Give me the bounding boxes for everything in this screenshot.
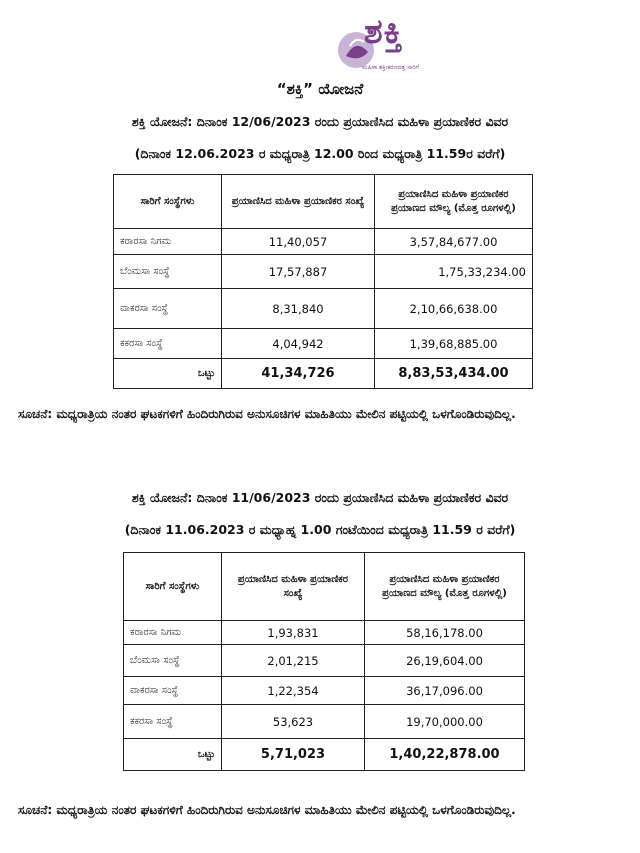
table-header-row (124, 553, 525, 621)
total-count: 5,71,023 (222, 739, 365, 771)
total-label: ಒಟ್ಟು (124, 739, 222, 771)
col-header-org: ಸಾರಿಗೆ ಸಂಸ್ಥೆಗಳು (124, 553, 222, 621)
org-cell: ಕಕರಸಾ ಸಂಸ್ಥೆ (124, 705, 222, 739)
table-row (114, 289, 533, 329)
col-header-org: ಸಾರಿಗೆ ಸಂಸ್ಥೆಗಳು (114, 175, 222, 229)
section1-note: ಸೂಚನೆ: ಮಧ್ಯರಾತ್ರಿಯ ನಂತರ ಘಟಕಗಳಿಗೆ ಹಿಂದಿರುಗಿರುವ ಅನುಸೂಚಿಗಳ ಮಾಹಿತಿಯು ಮೇಲಿನ ಪಟ್ಟಿಯಲ್ಲಿ ಒಳಗೊಂಡಿರುವುದಿಲ್ಲ. (18, 407, 516, 421)
org-cell: ವಾಕರಸಾ ಸಂಸ್ಥೆ (124, 677, 222, 705)
section2-note: ಸೂಚನೆ: ಮಧ್ಯರಾತ್ರಿಯ ನಂತರ ಘಟಕಗಳಿಗೆ ಹಿಂದಿರುಗಿರುವ ಅನುಸೂಚಿಗಳ ಮಾಹಿತಿಯು ಮೇಲಿನ ಪಟ್ಟಿಯಲ್ಲಿ ಒಳಗೊಂಡಿರುವುದಿಲ್ಲ. (18, 803, 516, 817)
value-cell: 19,70,000.00 (365, 705, 525, 739)
value-cell: 36,17,096.00 (365, 677, 525, 705)
org-cell: ಕರಾರಸಾ ನಿಗಮ (124, 621, 222, 645)
org-cell: ವಾಕರಸಾ ಸಂಸ್ಥೆ (114, 289, 222, 329)
count-cell: 53,623 (222, 705, 365, 739)
table-row (114, 329, 533, 359)
table-header-row (114, 175, 533, 229)
org-cell: ಕರಾರಸಾ ನಿಗಮ (114, 229, 222, 255)
total-label: ಒಟ್ಟು (114, 359, 222, 389)
page-title: “ಶಕ್ತಿ” ಯೋಜನೆ (276, 80, 364, 98)
org-cell: ಕಕರಸಾ ಸಂಸ್ಥೆ (114, 329, 222, 359)
logo-subtitle: ಮಹಿಳಾ ಶಕ್ತೀಕರಣದತ್ತ ಸಾರಿಗೆ (362, 64, 420, 71)
section2-heading: ಶಕ್ತಿ ಯೋಜನೆ: ದಿನಾಂಕ 11/06/2023 ರಂದು ಪ್ರಯಾಣಿಸಿದ ಮಹಿಳಾ ಪ್ರಯಾಣಿಕರ ವಿವರ (131, 490, 509, 505)
count-cell: 1,93,831 (222, 621, 365, 645)
table-row (124, 645, 525, 677)
total-count: 41,34,726 (222, 359, 375, 389)
count-cell: 17,57,887 (222, 255, 375, 289)
value-cell: 3,57,84,677.00 (375, 229, 533, 255)
table-row (124, 705, 525, 739)
count-cell: 11,40,057 (222, 229, 375, 255)
table-row (124, 621, 525, 645)
total-value: 8,83,53,434.00 (375, 359, 533, 389)
value-cell: 2,10,66,638.00 (375, 289, 533, 329)
section2-subheading: (ದಿನಾಂಕ 11.06.2023 ರ ಮಧ್ಯಾಹ್ನ 1.00 ಗಂಟೆಯಿಂದ ಮಧ್ಯರಾತ್ರಿ 11.59 ರ ವರೆಗೆ) (124, 522, 516, 537)
count-cell: 8,31,840 (222, 289, 375, 329)
org-cell: ಬೆಂಮಸಾ ಸಂಸ್ಥೆ (114, 255, 222, 289)
table-row (114, 229, 533, 255)
logo-title: ಶಕ್ತಿ (364, 12, 404, 52)
value-cell: 1,75,33,234.00 (375, 255, 533, 289)
table-row (114, 255, 533, 289)
section1-table (113, 174, 533, 389)
col-header-count: ಪ್ರಯಾಣಿಸಿದ ಮಹಿಳಾ ಪ್ರಯಾಣಿಕರ ಸಂಖ್ಯೆ (222, 175, 375, 229)
col-header-count: ಪ್ರಯಾಣಿಸಿದ ಮಹಿಳಾ ಪ್ರಯಾಣಿಕರ ಸಂಖ್ಯೆ (222, 553, 365, 621)
table-total-row (124, 739, 525, 771)
col-header-value: ಪ್ರಯಾಣಿಸಿದ ಮಹಿಳಾ ಪ್ರಯಾಣಿಕರ ಪ್ರಯಾಣದ ಮೌಲ್ಯ (ಮೊತ್ತ ರೂಗಳಲ್ಲಿ) (365, 553, 525, 621)
count-cell: 4,04,942 (222, 329, 375, 359)
value-cell: 26,19,604.00 (365, 645, 525, 677)
section1-heading: ಶಕ್ತಿ ಯೋಜನೆ: ದಿನಾಂಕ 12/06/2023 ರಂದು ಪ್ರಯಾಣಿಸಿದ ಮಹಿಳಾ ಪ್ರಯಾಣಿಕರ ವಿವರ (131, 114, 509, 129)
value-cell: 58,16,178.00 (365, 621, 525, 645)
col-header-value: ಪ್ರಯಾಣಿಸಿದ ಮಹಿಳಾ ಪ್ರಯಾಣಿಕರ ಪ್ರಯಾಣದ ಮೌಲ್ಯ (ಮೊತ್ತ ರೂಗಳಲ್ಲಿ) (375, 175, 533, 229)
total-value: 1,40,22,878.00 (365, 739, 525, 771)
count-cell: 1,22,354 (222, 677, 365, 705)
org-cell: ಬೆಂಮಸಾ ಸಂಸ್ಥೆ (124, 645, 222, 677)
section1-subheading: (ದಿನಾಂಕ 12.06.2023 ರ ಮಧ್ಯರಾತ್ರಿ 12.00 ರಿಂದ ಮಧ್ಯರಾತ್ರಿ 11.59ರ ವರೆಗೆ) (134, 146, 506, 161)
count-cell: 2,01,215 (222, 645, 365, 677)
section2-table (123, 552, 525, 771)
table-total-row (114, 359, 533, 389)
value-cell: 1,39,68,885.00 (375, 329, 533, 359)
table-row (124, 677, 525, 705)
